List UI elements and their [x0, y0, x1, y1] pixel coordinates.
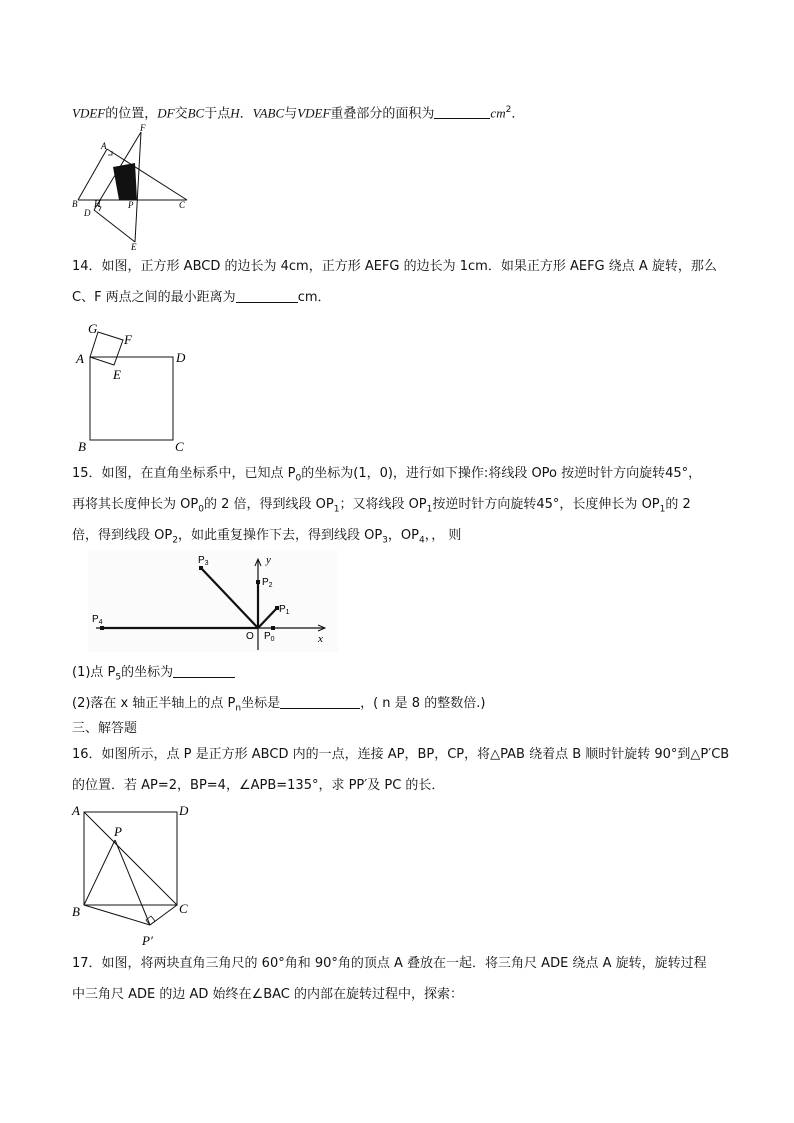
- q16-line-PPp: [115, 840, 150, 925]
- q16-label-B: B: [72, 904, 80, 919]
- q15-l2c: ；又将线段 OP: [339, 497, 427, 512]
- q14-answer-blank[interactable]: [236, 290, 298, 303]
- q13-t6: 于点: [204, 106, 231, 122]
- q13-t2: 的位置，: [105, 106, 158, 122]
- q14-square-AEFG: [90, 332, 123, 365]
- q13-end: ．: [511, 106, 525, 122]
- q15-point-P3: [199, 566, 203, 570]
- q15-l3a: 倍，得到线段 OP: [72, 528, 173, 543]
- q15-sub2-sub: n: [235, 703, 242, 714]
- q17-line-1: 17．如图，将两块直角三角尺的 60°角和 90°角的顶点 A 叠放在一起．将三角尺 ADE 绕点 A 旋转，旋转过程: [72, 956, 707, 971]
- q14-line-2: [72, 289, 331, 307]
- q15-l1b: 的坐标为(1，0)，进行如下操作:将线段 OPo 按逆时针方向旋转45°，: [301, 466, 702, 481]
- q14-line-2-pre: C、F 两点之间的最小距离为: [72, 290, 236, 305]
- q13-t3: DF: [157, 105, 175, 121]
- q15-figure-bg: [88, 550, 338, 652]
- q13-label-F: F: [140, 123, 146, 133]
- q15-line-1: [72, 465, 701, 488]
- q13-label-P: P: [128, 200, 134, 210]
- q16-line-A-P-C: [84, 812, 177, 905]
- q14-label-G: G: [88, 321, 98, 336]
- q15-sub2-pre: (2)落在 x 轴正半轴上的点 P: [72, 696, 236, 711]
- q15-sub1-post: 的坐标为: [121, 665, 174, 680]
- q16-line-2: 的位置．若 AP=2，BP=4，∠APB=135°，求 PP′及 PC 的长．: [72, 778, 445, 793]
- q15-l3b-sub: 3: [382, 535, 388, 546]
- q15-l3c: ，OP: [387, 528, 419, 543]
- q16-label-A: A: [72, 803, 80, 818]
- q14-line-1: 14．如图，正方形 ABCD 的边长为 4cm，正方形 AEFG 的边长为 1cm．如果正方形 AEFG 绕点 A 旋转，那么: [72, 259, 717, 274]
- q16-figure: [70, 800, 198, 950]
- q15-l2d: 按逆时针方向旋转45°，长度伸长为 OP: [432, 497, 660, 512]
- q13-label-E: E: [131, 242, 137, 252]
- q13-label-D: D: [84, 208, 91, 218]
- q16-figure-svg: [70, 800, 198, 950]
- q15-label-P3: $P_3$: [198, 555, 209, 567]
- q13-unit: cm: [490, 105, 506, 121]
- q13-answer-blank[interactable]: [434, 106, 490, 119]
- section-heading: 三、解答题: [72, 721, 138, 736]
- q13-t1: VDEF: [72, 105, 106, 121]
- q15-l1a-sub: 0: [295, 473, 302, 484]
- q15-l2d-sub: 1: [659, 504, 666, 515]
- q13-figure: [72, 124, 192, 252]
- q15-l3c-sub: 4: [418, 535, 425, 546]
- q14-label-C: C: [175, 439, 184, 454]
- q15-point-P4: [100, 626, 104, 630]
- q13-t10: 与: [284, 106, 298, 122]
- q15-l2a-sub: 0: [198, 504, 204, 515]
- q15-label-P1: $P_1$: [279, 604, 290, 616]
- q13-t8: ．: [239, 106, 253, 122]
- q13-t12: 重叠部分的面积为: [330, 106, 435, 122]
- q15-sub2-mid: 坐标是: [241, 696, 281, 711]
- q15-label-P0: $P_0$: [264, 631, 275, 643]
- q13-line-AB: [78, 149, 107, 200]
- q15-l3d: ，， 则: [424, 528, 462, 543]
- q15-figure-svg: [88, 550, 338, 652]
- q16-label-Pprime: P′: [142, 933, 153, 948]
- q13-line-DE: [94, 210, 135, 242]
- q13-text-line: [72, 101, 524, 123]
- q13-label-B: B: [72, 199, 78, 209]
- q16-label-P: P: [114, 824, 122, 839]
- q13-t4: 交: [174, 106, 188, 122]
- q13-label-C: C: [179, 200, 186, 210]
- q15-l2b: 的 2 倍，得到线段 OP: [203, 497, 334, 512]
- q15-label-O: O: [246, 631, 254, 642]
- q14-label-B: B: [78, 439, 86, 454]
- q13-label-H: H: [94, 199, 101, 209]
- q13-figure-svg: [72, 124, 192, 252]
- q13-t7: H: [230, 105, 240, 121]
- q15-l2a: 再将其长度伸长为 OP: [72, 497, 199, 512]
- q15-sub2-post: ，( n 是 8 的整数倍.): [360, 696, 486, 711]
- q15-sub-2: [72, 695, 485, 718]
- q15-label-P4: $P_4$: [92, 614, 103, 626]
- q14-square-ABCD: [90, 357, 173, 440]
- q15-l2c-sub: 1: [426, 504, 433, 515]
- q15-sub-1: [72, 664, 235, 687]
- q14-label-E: E: [113, 367, 121, 382]
- q15-l3a-sub: 2: [172, 535, 178, 546]
- q15-line-3: [72, 527, 461, 550]
- q13-t11: VDEF: [297, 105, 331, 121]
- q14-label-A: A: [76, 351, 84, 366]
- q15-l3b: ，如此重复操作下去，得到线段 OP: [177, 528, 383, 543]
- q14-figure: [72, 320, 192, 455]
- q15-l2b-sub: 1: [333, 504, 340, 515]
- q15-label-y: y: [266, 554, 271, 566]
- q16-line-BP: [84, 840, 115, 905]
- q14-label-D: D: [176, 350, 186, 365]
- q16-line-1: 16．如图所示，点 P 是正方形 ABCD 内的一点，连接 AP，BP，CP，将△PAB 绕着点 B 顺时针旋转 90°到△P′CB: [72, 747, 730, 762]
- q15-sub1-pre: (1)点 P: [72, 665, 116, 680]
- q16-label-D: D: [179, 803, 189, 818]
- q14-line-2-post: cm．: [297, 290, 331, 305]
- q15-sub1-sub: 5: [115, 672, 122, 683]
- q15-label-x: x: [318, 633, 323, 645]
- q15-line-2: [72, 496, 691, 519]
- q13-overlap-region: [113, 163, 137, 200]
- q15-figure: [88, 550, 338, 652]
- q14-figure-svg: [72, 320, 192, 455]
- q15-label-P2: $P_2$: [262, 577, 273, 589]
- q13-t9: VABC: [252, 105, 285, 121]
- q15-point-P2: [256, 580, 260, 584]
- q15-sub2-answer-blank[interactable]: [280, 696, 360, 709]
- q15-sub1-answer-blank[interactable]: [173, 665, 235, 678]
- q16-label-C: C: [179, 901, 188, 916]
- q15-point-P0: [271, 626, 275, 630]
- q16-line-BPp: [84, 905, 150, 925]
- q13-label-A: A: [101, 141, 107, 151]
- q14-label-F: F: [124, 332, 132, 347]
- q15-l2e: 的 2: [665, 497, 691, 512]
- q13-unit-sup: 2: [505, 105, 512, 115]
- q15-l1a: 15．如图，在直角坐标系中，已知点 P: [72, 466, 296, 481]
- q17-line-2: 中三角尺 ADE 的边 AD 始终在∠BAC 的内部在旋转过程中，探索：: [72, 987, 463, 1002]
- q13-t5: BC: [187, 105, 205, 121]
